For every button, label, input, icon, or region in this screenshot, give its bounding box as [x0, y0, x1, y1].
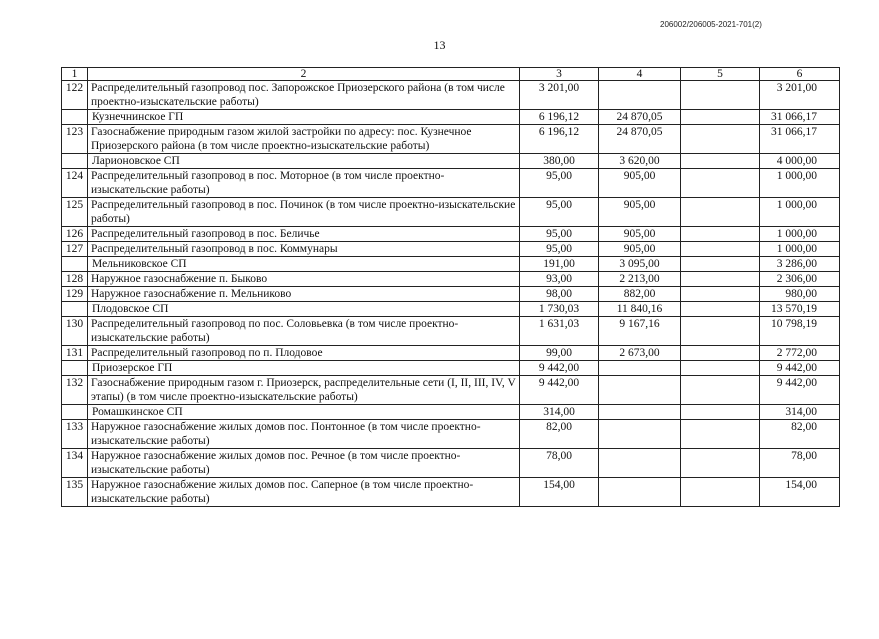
row-value-col6: 154,00	[760, 478, 840, 507]
row-value-col3: 93,00	[520, 272, 599, 287]
table-row	[62, 346, 840, 361]
row-value-col4: 905,00	[599, 227, 681, 242]
row-value-col6: 1 000,00	[760, 227, 840, 242]
row-value-col4: 2 673,00	[599, 346, 681, 361]
document-code: 206002/206005-2021-701(2)	[660, 20, 762, 29]
row-value-col4: 882,00	[599, 287, 681, 302]
investment-table	[61, 67, 840, 507]
table-row	[62, 227, 840, 242]
table-row	[62, 376, 840, 405]
row-value-col3: 314,00	[520, 405, 599, 420]
row-name: Газоснабжение природным газом г. Приозерск, распределительные сети (I, II, III, IV, V этапы) (в том числе проектно-изыскательские работы)	[88, 376, 520, 405]
row-value-col6: 2 772,00	[760, 346, 840, 361]
row-value-col6: 4 000,00	[760, 154, 840, 169]
row-number	[62, 110, 88, 125]
row-number: 130	[62, 317, 88, 346]
row-value-col4: 3 620,00	[599, 154, 681, 169]
row-value-col3: 9 442,00	[520, 376, 599, 405]
row-value-col5	[681, 317, 760, 346]
page-number: 13	[433, 38, 446, 52]
row-name: Наружное газоснабжение п. Быково	[88, 272, 520, 287]
row-number: 125	[62, 198, 88, 227]
row-value-col4: 24 870,05	[599, 125, 681, 154]
row-value-col5	[681, 154, 760, 169]
row-value-col3: 6 196,12	[520, 125, 599, 154]
row-value-col6: 9 442,00	[760, 376, 840, 405]
row-value-col4	[599, 81, 681, 110]
row-value-col6: 3 201,00	[760, 81, 840, 110]
row-value-col6: 1 000,00	[760, 198, 840, 227]
row-value-col6: 31 066,17	[760, 125, 840, 154]
table-group-row	[62, 405, 840, 420]
table-group-row	[62, 154, 840, 169]
row-value-col4: 905,00	[599, 242, 681, 257]
row-number: 134	[62, 449, 88, 478]
row-value-col5	[681, 376, 760, 405]
row-name: Ромашкинское СП	[88, 405, 520, 420]
row-value-col3: 95,00	[520, 242, 599, 257]
row-value-col4	[599, 478, 681, 507]
row-value-col4: 905,00	[599, 169, 681, 198]
column-header: 5	[681, 68, 760, 81]
row-number: 131	[62, 346, 88, 361]
table-group-row	[62, 302, 840, 317]
row-value-col6: 82,00	[760, 420, 840, 449]
row-value-col5	[681, 405, 760, 420]
row-value-col3: 3 201,00	[520, 81, 599, 110]
row-name: Ларионовское СП	[88, 154, 520, 169]
table-row	[62, 169, 840, 198]
row-value-col4: 3 095,00	[599, 257, 681, 272]
row-value-col3: 95,00	[520, 227, 599, 242]
row-name: Распределительный газопровод в пос. Моторное (в том числе проектно-изыскательские работы)	[88, 169, 520, 198]
row-value-col6: 1 000,00	[760, 242, 840, 257]
table-row	[62, 272, 840, 287]
row-value-col3: 98,00	[520, 287, 599, 302]
row-number	[62, 405, 88, 420]
row-number	[62, 361, 88, 376]
row-value-col3: 9 442,00	[520, 361, 599, 376]
row-number: 133	[62, 420, 88, 449]
row-value-col5	[681, 478, 760, 507]
table-row	[62, 317, 840, 346]
row-value-col5	[681, 449, 760, 478]
row-value-col5	[681, 346, 760, 361]
row-name: Плодовское СП	[88, 302, 520, 317]
column-header: 2	[88, 68, 520, 81]
row-value-col4: 24 870,05	[599, 110, 681, 125]
row-value-col3: 82,00	[520, 420, 599, 449]
table-row	[62, 478, 840, 507]
row-value-col4: 905,00	[599, 198, 681, 227]
table-group-row	[62, 257, 840, 272]
table-row	[62, 125, 840, 154]
row-name: Газоснабжение природным газом жилой застройки по адресу: пос. Кузнечное Приозерского района (в том числе проектно-изыскательские работы)	[88, 125, 520, 154]
row-value-col3: 99,00	[520, 346, 599, 361]
table-row	[62, 198, 840, 227]
row-value-col5	[681, 125, 760, 154]
table-row	[62, 287, 840, 302]
table-row	[62, 449, 840, 478]
table-group-row	[62, 110, 840, 125]
table-row	[62, 242, 840, 257]
row-value-col5	[681, 287, 760, 302]
row-value-col4	[599, 420, 681, 449]
row-name: Распределительный газопровод в пос. Коммунары	[88, 242, 520, 257]
row-value-col4: 11 840,16	[599, 302, 681, 317]
row-name: Наружное газоснабжение жилых домов пос. Понтонное (в том числе проектно-изыскательские работы)	[88, 420, 520, 449]
column-header: 3	[520, 68, 599, 81]
row-value-col6: 78,00	[760, 449, 840, 478]
row-number: 128	[62, 272, 88, 287]
row-number: 123	[62, 125, 88, 154]
row-value-col3: 95,00	[520, 169, 599, 198]
row-value-col5	[681, 227, 760, 242]
row-value-col5	[681, 302, 760, 317]
row-number: 129	[62, 287, 88, 302]
row-value-col3: 191,00	[520, 257, 599, 272]
row-value-col5	[681, 198, 760, 227]
column-header: 1	[62, 68, 88, 81]
row-value-col5	[681, 420, 760, 449]
table-row	[62, 81, 840, 110]
row-name: Распределительный газопровод в пос. Беличье	[88, 227, 520, 242]
row-number	[62, 302, 88, 317]
row-name: Приозерское ГП	[88, 361, 520, 376]
row-number: 127	[62, 242, 88, 257]
row-name: Наружное газоснабжение жилых домов пос. Речное (в том числе проектно-изыскательские работы)	[88, 449, 520, 478]
row-value-col6: 13 570,19	[760, 302, 840, 317]
row-value-col6: 9 442,00	[760, 361, 840, 376]
row-value-col5	[681, 242, 760, 257]
row-value-col4	[599, 405, 681, 420]
row-number: 135	[62, 478, 88, 507]
row-name: Наружное газоснабжение жилых домов пос. Саперное (в том числе проектно-изыскательские работы)	[88, 478, 520, 507]
row-name: Распределительный газопровод пос. Запорожское Приозерского района (в том числе проектно-изыскательские работы)	[88, 81, 520, 110]
row-value-col5	[681, 81, 760, 110]
row-name: Кузнечнинское ГП	[88, 110, 520, 125]
row-value-col3: 380,00	[520, 154, 599, 169]
row-value-col5	[681, 110, 760, 125]
row-value-col4	[599, 376, 681, 405]
row-value-col3: 154,00	[520, 478, 599, 507]
row-value-col3: 78,00	[520, 449, 599, 478]
row-number: 122	[62, 81, 88, 110]
row-number: 126	[62, 227, 88, 242]
table-group-row	[62, 361, 840, 376]
row-number: 124	[62, 169, 88, 198]
row-name: Распределительный газопровод в пос. Починок (в том числе проектно-изыскательские работы)	[88, 198, 520, 227]
row-value-col4: 9 167,16	[599, 317, 681, 346]
row-value-col6: 314,00	[760, 405, 840, 420]
row-number: 132	[62, 376, 88, 405]
row-value-col5	[681, 257, 760, 272]
header-row	[62, 68, 840, 81]
row-name: Мельниковское СП	[88, 257, 520, 272]
row-value-col3: 6 196,12	[520, 110, 599, 125]
row-value-col4	[599, 361, 681, 376]
row-value-col3: 1 631,03	[520, 317, 599, 346]
row-value-col5	[681, 361, 760, 376]
row-value-col6: 3 286,00	[760, 257, 840, 272]
table-row	[62, 420, 840, 449]
row-name: Распределительный газопровод по пос. Соловьевка (в том числе проектно-изыскательские работы)	[88, 317, 520, 346]
row-number	[62, 257, 88, 272]
row-value-col6: 10 798,19	[760, 317, 840, 346]
row-value-col6: 31 066,17	[760, 110, 840, 125]
row-value-col5	[681, 169, 760, 198]
row-name: Наружное газоснабжение п. Мельниково	[88, 287, 520, 302]
row-value-col6: 980,00	[760, 287, 840, 302]
row-value-col4	[599, 449, 681, 478]
column-header: 6	[760, 68, 840, 81]
row-value-col4: 2 213,00	[599, 272, 681, 287]
row-value-col3: 1 730,03	[520, 302, 599, 317]
row-name: Распределительный газопровод по п. Плодовое	[88, 346, 520, 361]
column-header: 4	[599, 68, 681, 81]
row-value-col6: 2 306,00	[760, 272, 840, 287]
row-number	[62, 154, 88, 169]
row-value-col3: 95,00	[520, 198, 599, 227]
row-value-col5	[681, 272, 760, 287]
row-value-col6: 1 000,00	[760, 169, 840, 198]
